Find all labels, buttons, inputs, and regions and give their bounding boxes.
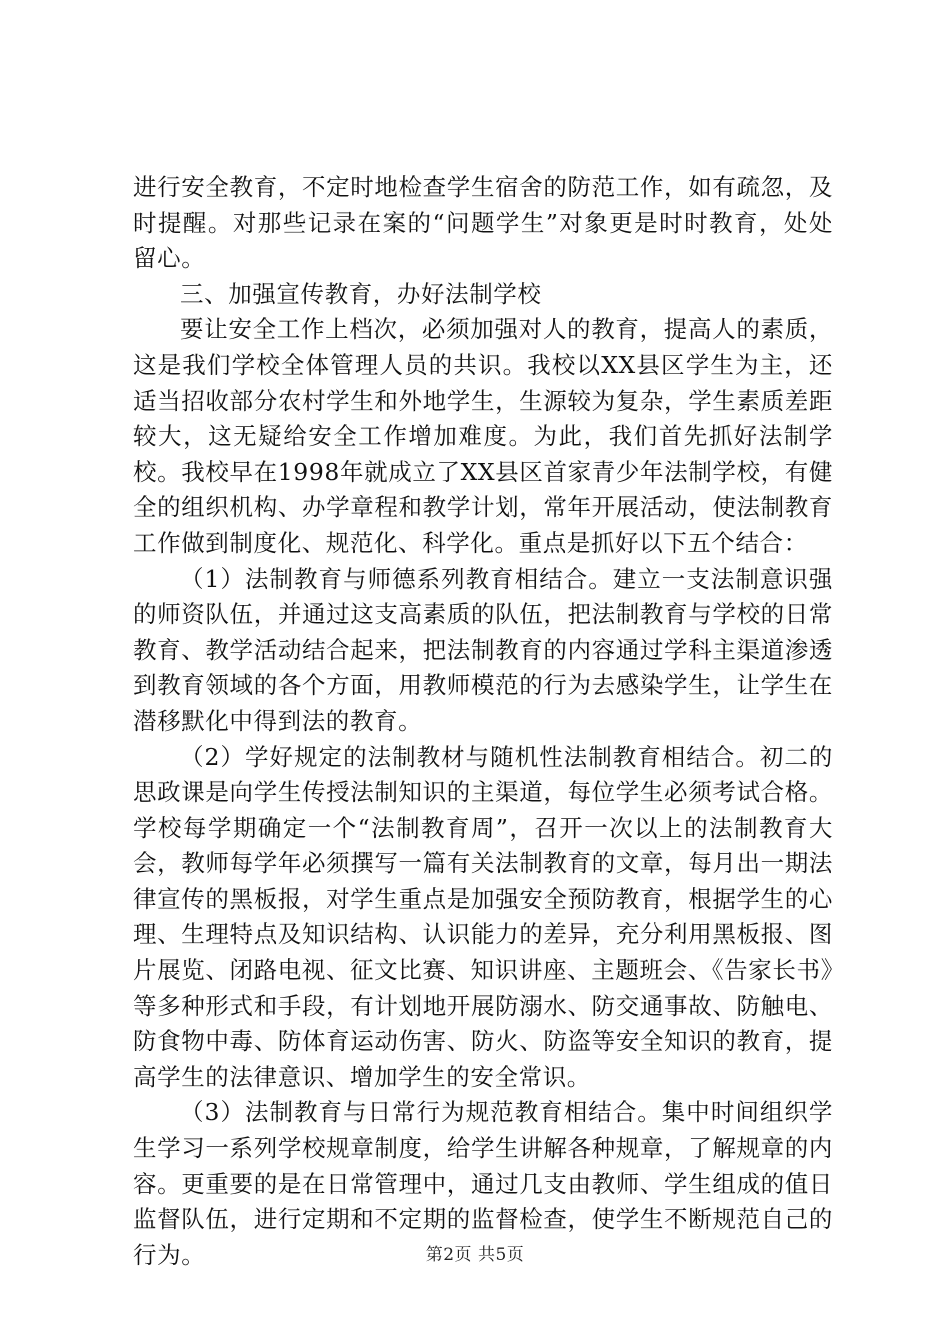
paragraph-item-2: （2）学好规定的法制教材与随机性法制教育相结合。初二的思政课是向学生传授法制知识的主渠道，每位学生必须考试合格。学校每学期确定一个“法制教育周”，召开一次以上的法制教育大会，教师每学年必须撰写一篇有关法制教育的文章，每月出一期法律宣传的黑板报，对学生重点是加强安全预防教育，根据学生的心理、生理特点及知识结构、认识能力的差异，充分利用黑板报、图片展览、闭路电视、征文比赛、知识讲座、主题班会、《告家长书》等多种形式和手段，有计划地开展防溺水、防交通事故、防触电、防食物中毒、防体育运动伤害、防火、防盗等安全知识的教育，提高学生的法律意识、增加学生的安全常识。 <box>133 742 833 1091</box>
paragraph-continuation: 进行安全教育，不定时地检查学生宿舍的防范工作，如有疏忽，及时提醒。对那些记录在案的“问题学生”对象更是时时教育，处处留心。 <box>133 173 833 273</box>
document-body <box>133 170 833 1273</box>
section-heading: 三、加强宣传教育，办好法制学校 <box>180 279 542 308</box>
page-footer <box>0 1240 950 1265</box>
paragraph-item-3: （3）法制教育与日常行为规范教育相结合。集中时间组织学生学习一系列学校规章制度，给学生讲解各种规章，了解规章的内容。更重要的是在日常管理中，通过几支由教师、学生组成的值日监督队伍，进行定期和不定期的监督检查，使学生不断规范自己的行为。 <box>133 1098 833 1269</box>
paragraph-item-1: （1）法制教育与师德系列教育相结合。建立一支法制意识强的师资队伍，并通过这支高素质的队伍，把法制教育与学校的日常教育、教学活动结合起来，把法制教育的内容通过学科主渠道渗透到教育领域的各个方面，用教师模范的行为去感染学生，让学生在潜移默化中得到法的教育。 <box>133 564 833 735</box>
paragraph-intro: 要让安全工作上档次，必须加强对人的教育，提高人的素质，这是我们学校全体管理人员的共识。我校以XX县区学生为主，还适当招收部分农村学生和外地学生，生源较为复杂，学生素质差距较大，这无疑给安全工作增加难度。为此，我们首先抓好法制学校。我校早在1998年就成立了XX县区首家青少年法制学校，有健全的组织机构、办学章程和教学计划，常年开展活动，使法制教育工作做到制度化、规范化、科学化。重点是抓好以下五个结合： <box>133 315 833 557</box>
page-number: 第2页 共5页 <box>425 1245 525 1265</box>
